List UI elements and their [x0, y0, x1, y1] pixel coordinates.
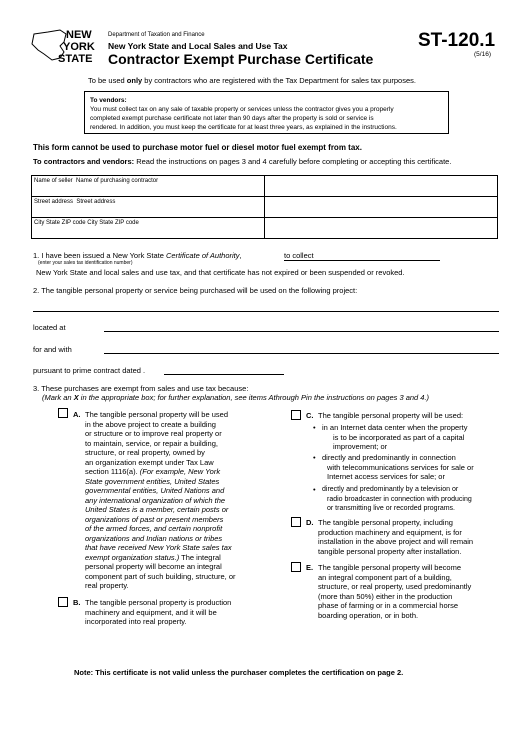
sales-tax-id-field[interactable]	[284, 260, 440, 261]
motor-fuel-warning: This form cannot be used to purchase motor fuel or diesel motor fuel exempt from tax.	[33, 143, 362, 152]
located-at-field[interactable]	[104, 331, 499, 332]
project-field[interactable]	[33, 311, 499, 312]
vendors-heading: To vendors:	[90, 97, 127, 104]
seller-contractor-grid	[31, 175, 498, 239]
q1-note: (enter your sales tax identification number)	[38, 260, 133, 266]
option-d-checkbox[interactable]	[291, 517, 301, 527]
form-number: ST-120.1	[418, 30, 496, 51]
nys-logo	[30, 24, 102, 68]
vendors-line: You must collect tax on any sale of taxable property or services unless the contractor gives you a properly	[90, 106, 394, 113]
vendors-line: rendered. In addition, you must keep the certificate for at least three years, as explained in the instructions.	[90, 124, 397, 131]
option-a-checkbox[interactable]	[58, 408, 68, 418]
logo-word-york: YORK	[63, 41, 95, 53]
form-subtitle: New York State and Local Sales and Use Tax	[108, 41, 288, 51]
q2-text: 2. The tangible personal property or service being purchased will be used on the following project:	[33, 286, 358, 295]
q3-text: 3. These purchases are exempt from sales and use tax because:	[33, 384, 249, 393]
option-c-checkbox[interactable]	[291, 410, 301, 420]
logo-word-new: NEW	[66, 29, 92, 41]
for-and-with-label: for and with	[33, 345, 72, 354]
prime-contract-label: pursuant to prime contract dated .	[33, 366, 146, 375]
prime-contract-date-field[interactable]	[164, 374, 284, 375]
city-state-zip-field[interactable]: City State ZIP code City State ZIP code	[34, 220, 139, 226]
seller-name-field[interactable]: Name of seller Name of purchasing contractor	[34, 178, 159, 184]
q1-suffix: to collect	[284, 251, 314, 260]
q1-line2: New York State and local sales and use tax, and that certificate has not expired or been suspended or revoked.	[36, 268, 405, 277]
street-address-field[interactable]: Street address Street address	[34, 199, 116, 205]
vendors-line: completed exempt purchase certificate not later than 90 days after the property is sold or service is	[90, 115, 374, 122]
q3-mark-note: (Mark an X in the appropriate box; for further explanation, see items Athrough Pin the instructions on pages 3 and 4.)	[42, 393, 430, 402]
q1-text: 1. I have been issued a New York State Certificate of Authority,	[33, 251, 242, 260]
for-and-with-field[interactable]	[104, 353, 499, 354]
vendors-notice-box	[84, 91, 449, 134]
instructions-line: To contractors and vendors: Read the instructions on pages 3 and 4 carefully before completing or accepting this certificate.	[33, 157, 452, 166]
form-revision: (5/16)	[474, 51, 491, 58]
located-at-label: located at	[33, 323, 66, 332]
logo-word-state: STATE	[58, 53, 93, 65]
form-title: Contractor Exempt Purchase Certificate	[108, 51, 374, 67]
validity-note: Note: This certificate is not valid unless the purchaser completes the certification on page 2.	[74, 668, 404, 677]
option-b-checkbox[interactable]	[58, 597, 68, 607]
department-name: Department of Taxation and Finance	[108, 32, 205, 38]
intro-line: To be used only by contractors who are registered with the Tax Department for sales tax purposes.	[88, 76, 416, 85]
option-e-checkbox[interactable]	[291, 562, 301, 572]
